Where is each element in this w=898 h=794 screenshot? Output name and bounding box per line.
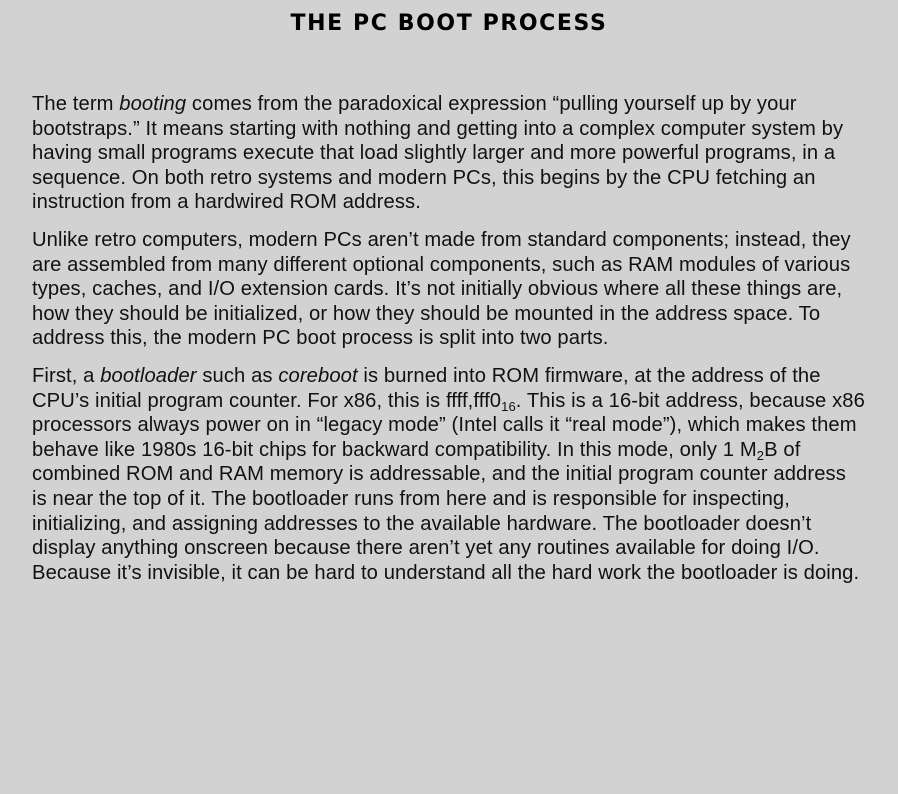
paragraph-1 [32,92,866,215]
paragraph-text: The term [32,93,120,115]
paragraph-text: such as [196,364,279,387]
page-title: THE PC BOOT PROCESS [290,11,608,36]
paragraph-text: comes from the paradoxical expression “pulling yourself up by your bootstraps.” It means starting with nothing and getting into a complex computer system by having small programs execute that load slightly larger and more powerful programs, in a sequence. On both retro systems and modern PCs, this begins by the CPU fetching an instruction from a hardwired ROM address. [32,93,844,214]
paragraph-2 [32,228,866,351]
subscript-16: 16 [501,398,516,414]
paragraph-3 [32,364,866,585]
paragraph-text: B of combined ROM and RAM memory is addressable, and the initial program counter address is near the top of it. The bootloader runs from here and is responsible for inspecting, initializing, and assigning addresses to the available hardware. The bootloader doesn’t display anything onscreen because there aren’t yet any routines available for doing I/O. Because it’s invisible, it can be hard to understand all the hard work the bootloader is doing. [32,438,860,584]
paragraph-text: Unlike retro computers, modern PCs aren’t made from standard components; instead, they are assembled from many different optional components, such as RAM modules of various types, caches, and I/O extension cards. It’s not initially obvious where all these things are, how they should be initialized, or how they should be mounted in the address space. To address this, the modern PC boot process is split into two parts. [32,228,851,350]
term-bootloader: bootloader [100,364,197,387]
term-coreboot: coreboot [278,364,358,387]
subscript-2: 2 [756,447,765,463]
paragraph-text: . This is a 16-bit address, because x86 processors always power on in “legacy mode” (Intel calls it “real mode”), which makes them behave like 1980s 16-bit chips for backward compatibility. In this mode, only 1 M [32,389,865,461]
body-text [32,92,866,585]
paragraph-text: is burned into ROM firmware, at the address of the CPU’s initial program counter. For x86, this is ffff,fff0 [32,364,821,412]
paragraph-text: First, a [32,364,101,387]
term-booting: booting [119,93,187,115]
